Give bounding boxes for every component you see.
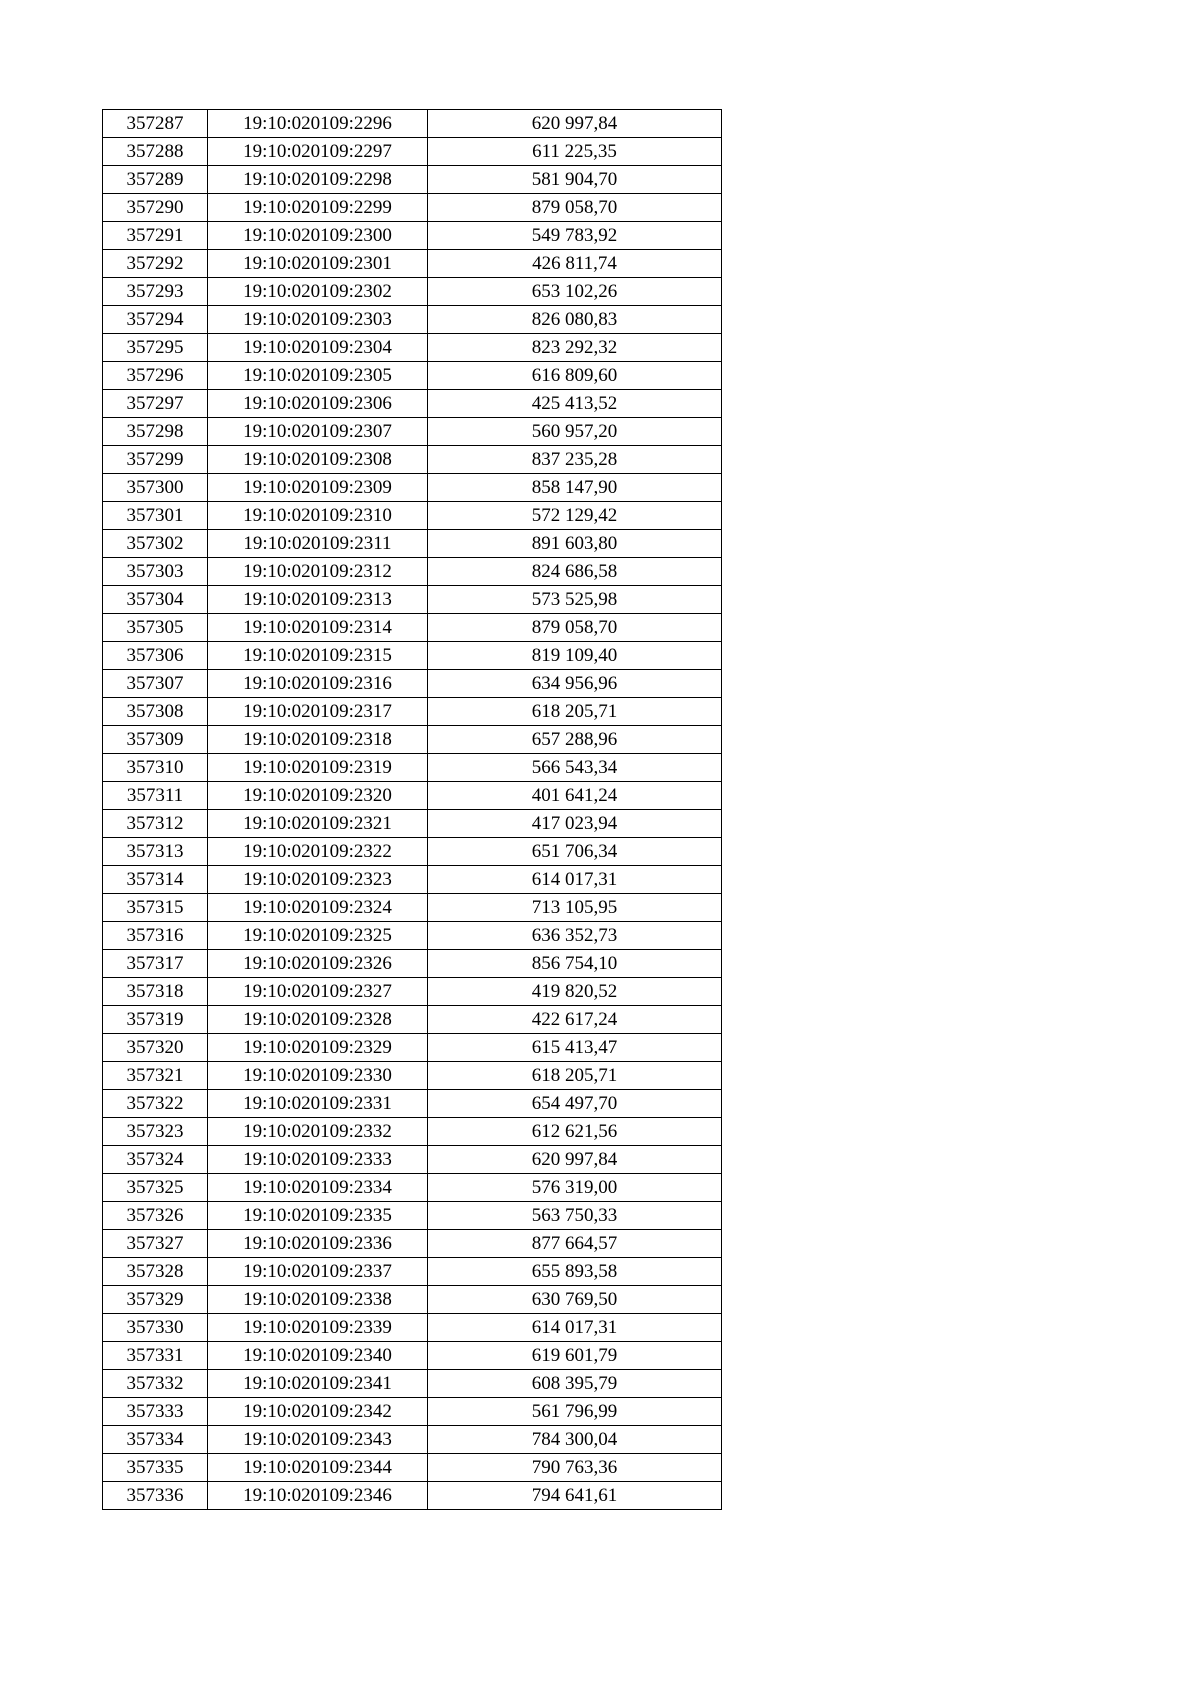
cadastral-number-cell: 19:10:020109:2334 [208, 1174, 428, 1202]
table-row [103, 1258, 722, 1286]
table-row [103, 754, 722, 782]
cadastral-number-cell: 19:10:020109:2323 [208, 866, 428, 894]
table-row [103, 838, 722, 866]
table-row [103, 894, 722, 922]
value-cell: 581 904,70 [428, 166, 722, 194]
row-number-cell: 357304 [103, 586, 208, 614]
table-row [103, 586, 722, 614]
cadastral-number-cell: 19:10:020109:2343 [208, 1426, 428, 1454]
table-row [103, 670, 722, 698]
cadastral-number-cell: 19:10:020109:2306 [208, 390, 428, 418]
row-number-cell: 357288 [103, 138, 208, 166]
row-number-cell: 357310 [103, 754, 208, 782]
cadastral-number-cell: 19:10:020109:2314 [208, 614, 428, 642]
row-number-cell: 357298 [103, 418, 208, 446]
table-row [103, 1118, 722, 1146]
row-number-cell: 357335 [103, 1454, 208, 1482]
table-row [103, 698, 722, 726]
value-cell: 858 147,90 [428, 474, 722, 502]
cadastral-number-cell: 19:10:020109:2315 [208, 642, 428, 670]
value-cell: 573 525,98 [428, 586, 722, 614]
cadastral-number-cell: 19:10:020109:2322 [208, 838, 428, 866]
table-row [103, 166, 722, 194]
cadastral-number-cell: 19:10:020109:2329 [208, 1034, 428, 1062]
value-cell: 566 543,34 [428, 754, 722, 782]
table-row [103, 726, 722, 754]
table-row [103, 1006, 722, 1034]
table-row [103, 530, 722, 558]
row-number-cell: 357303 [103, 558, 208, 586]
value-cell: 837 235,28 [428, 446, 722, 474]
cadastral-number-cell: 19:10:020109:2313 [208, 586, 428, 614]
cadastral-number-cell: 19:10:020109:2308 [208, 446, 428, 474]
value-cell: 563 750,33 [428, 1202, 722, 1230]
table-row [103, 502, 722, 530]
cadastral-number-cell: 19:10:020109:2341 [208, 1370, 428, 1398]
value-cell: 877 664,57 [428, 1230, 722, 1258]
table-row [103, 306, 722, 334]
table-row [103, 1230, 722, 1258]
value-cell: 636 352,73 [428, 922, 722, 950]
table-row [103, 866, 722, 894]
value-cell: 794 641,61 [428, 1482, 722, 1510]
table-row [103, 922, 722, 950]
cadastral-number-cell: 19:10:020109:2344 [208, 1454, 428, 1482]
table-row [103, 1146, 722, 1174]
row-number-cell: 357324 [103, 1146, 208, 1174]
row-number-cell: 357312 [103, 810, 208, 838]
row-number-cell: 357307 [103, 670, 208, 698]
cadastral-number-cell: 19:10:020109:2328 [208, 1006, 428, 1034]
row-number-cell: 357297 [103, 390, 208, 418]
row-number-cell: 357325 [103, 1174, 208, 1202]
cadastral-number-cell: 19:10:020109:2311 [208, 530, 428, 558]
value-cell: 620 997,84 [428, 1146, 722, 1174]
row-number-cell: 357295 [103, 334, 208, 362]
cadastral-number-cell: 19:10:020109:2335 [208, 1202, 428, 1230]
cadastral-number-cell: 19:10:020109:2324 [208, 894, 428, 922]
table-row [103, 334, 722, 362]
row-number-cell: 357318 [103, 978, 208, 1006]
value-cell: 615 413,47 [428, 1034, 722, 1062]
row-number-cell: 357301 [103, 502, 208, 530]
cadastral-number-cell: 19:10:020109:2309 [208, 474, 428, 502]
cadastral-number-cell: 19:10:020109:2325 [208, 922, 428, 950]
table-row [103, 278, 722, 306]
cadastral-number-cell: 19:10:020109:2333 [208, 1146, 428, 1174]
table-row [103, 558, 722, 586]
table-row [103, 1314, 722, 1342]
row-number-cell: 357309 [103, 726, 208, 754]
table-row [103, 418, 722, 446]
value-cell: 611 225,35 [428, 138, 722, 166]
value-cell: 560 957,20 [428, 418, 722, 446]
row-number-cell: 357293 [103, 278, 208, 306]
row-number-cell: 357291 [103, 222, 208, 250]
value-cell: 824 686,58 [428, 558, 722, 586]
cadastral-number-cell: 19:10:020109:2302 [208, 278, 428, 306]
cadastral-number-cell: 19:10:020109:2299 [208, 194, 428, 222]
table-row [103, 446, 722, 474]
value-cell: 790 763,36 [428, 1454, 722, 1482]
row-number-cell: 357300 [103, 474, 208, 502]
cadastral-number-cell: 19:10:020109:2342 [208, 1398, 428, 1426]
row-number-cell: 357323 [103, 1118, 208, 1146]
value-cell: 655 893,58 [428, 1258, 722, 1286]
value-cell: 561 796,99 [428, 1398, 722, 1426]
table-row [103, 1286, 722, 1314]
value-cell: 614 017,31 [428, 1314, 722, 1342]
row-number-cell: 357287 [103, 110, 208, 138]
table-row [103, 1370, 722, 1398]
cadastral-number-cell: 19:10:020109:2338 [208, 1286, 428, 1314]
table-row [103, 810, 722, 838]
row-number-cell: 357308 [103, 698, 208, 726]
cadastral-number-cell: 19:10:020109:2300 [208, 222, 428, 250]
value-cell: 653 102,26 [428, 278, 722, 306]
value-cell: 618 205,71 [428, 698, 722, 726]
value-cell: 401 641,24 [428, 782, 722, 810]
row-number-cell: 357315 [103, 894, 208, 922]
row-number-cell: 357302 [103, 530, 208, 558]
table-row [103, 362, 722, 390]
value-cell: 654 497,70 [428, 1090, 722, 1118]
row-number-cell: 357331 [103, 1342, 208, 1370]
value-cell: 549 783,92 [428, 222, 722, 250]
cadastral-number-cell: 19:10:020109:2346 [208, 1482, 428, 1510]
cadastral-number-cell: 19:10:020109:2304 [208, 334, 428, 362]
table-row [103, 782, 722, 810]
value-cell: 425 413,52 [428, 390, 722, 418]
table-row [103, 1482, 722, 1510]
value-cell: 826 080,83 [428, 306, 722, 334]
row-number-cell: 357296 [103, 362, 208, 390]
value-cell: 651 706,34 [428, 838, 722, 866]
table-row [103, 474, 722, 502]
row-number-cell: 357289 [103, 166, 208, 194]
table-row [103, 194, 722, 222]
value-cell: 417 023,94 [428, 810, 722, 838]
table-row [103, 1034, 722, 1062]
cadastral-number-cell: 19:10:020109:2298 [208, 166, 428, 194]
cadastral-number-cell: 19:10:020109:2318 [208, 726, 428, 754]
cadastral-number-cell: 19:10:020109:2326 [208, 950, 428, 978]
cadastral-number-cell: 19:10:020109:2305 [208, 362, 428, 390]
cadastral-number-cell: 19:10:020109:2317 [208, 698, 428, 726]
table-row [103, 110, 722, 138]
row-number-cell: 357320 [103, 1034, 208, 1062]
cadastral-number-cell: 19:10:020109:2339 [208, 1314, 428, 1342]
cadastral-number-cell: 19:10:020109:2316 [208, 670, 428, 698]
value-cell: 823 292,32 [428, 334, 722, 362]
table-row [103, 950, 722, 978]
table-row [103, 250, 722, 278]
row-number-cell: 357314 [103, 866, 208, 894]
row-number-cell: 357299 [103, 446, 208, 474]
cadastral-number-cell: 19:10:020109:2319 [208, 754, 428, 782]
table-row [103, 1342, 722, 1370]
value-cell: 819 109,40 [428, 642, 722, 670]
row-number-cell: 357305 [103, 614, 208, 642]
cadastral-number-cell: 19:10:020109:2312 [208, 558, 428, 586]
cadastral-number-cell: 19:10:020109:2310 [208, 502, 428, 530]
value-cell: 572 129,42 [428, 502, 722, 530]
row-number-cell: 357333 [103, 1398, 208, 1426]
value-cell: 784 300,04 [428, 1426, 722, 1454]
value-cell: 576 319,00 [428, 1174, 722, 1202]
value-cell: 856 754,10 [428, 950, 722, 978]
value-cell: 614 017,31 [428, 866, 722, 894]
cadastral-number-cell: 19:10:020109:2340 [208, 1342, 428, 1370]
table-row [103, 978, 722, 1006]
table-row [103, 1454, 722, 1482]
value-cell: 616 809,60 [428, 362, 722, 390]
cadastral-number-cell: 19:10:020109:2331 [208, 1090, 428, 1118]
cadastral-number-cell: 19:10:020109:2337 [208, 1258, 428, 1286]
value-cell: 634 956,96 [428, 670, 722, 698]
value-cell: 891 603,80 [428, 530, 722, 558]
data-table [102, 109, 722, 1510]
table-row [103, 1202, 722, 1230]
table-row [103, 1090, 722, 1118]
table-row [103, 1174, 722, 1202]
table-body [103, 110, 722, 1510]
cadastral-number-cell: 19:10:020109:2301 [208, 250, 428, 278]
row-number-cell: 357311 [103, 782, 208, 810]
cadastral-number-cell: 19:10:020109:2307 [208, 418, 428, 446]
row-number-cell: 357313 [103, 838, 208, 866]
value-cell: 657 288,96 [428, 726, 722, 754]
cadastral-number-cell: 19:10:020109:2303 [208, 306, 428, 334]
value-cell: 879 058,70 [428, 614, 722, 642]
value-cell: 620 997,84 [428, 110, 722, 138]
row-number-cell: 357328 [103, 1258, 208, 1286]
value-cell: 608 395,79 [428, 1370, 722, 1398]
cadastral-number-cell: 19:10:020109:2336 [208, 1230, 428, 1258]
table-row [103, 1398, 722, 1426]
row-number-cell: 357294 [103, 306, 208, 334]
table-row [103, 614, 722, 642]
row-number-cell: 357317 [103, 950, 208, 978]
row-number-cell: 357306 [103, 642, 208, 670]
value-cell: 419 820,52 [428, 978, 722, 1006]
row-number-cell: 357327 [103, 1230, 208, 1258]
cadastral-number-cell: 19:10:020109:2320 [208, 782, 428, 810]
row-number-cell: 357332 [103, 1370, 208, 1398]
table-row [103, 1062, 722, 1090]
row-number-cell: 357319 [103, 1006, 208, 1034]
row-number-cell: 357290 [103, 194, 208, 222]
row-number-cell: 357292 [103, 250, 208, 278]
cadastral-number-cell: 19:10:020109:2327 [208, 978, 428, 1006]
value-cell: 879 058,70 [428, 194, 722, 222]
value-cell: 619 601,79 [428, 1342, 722, 1370]
table-row [103, 1426, 722, 1454]
value-cell: 630 769,50 [428, 1286, 722, 1314]
table-row [103, 222, 722, 250]
cadastral-number-cell: 19:10:020109:2296 [208, 110, 428, 138]
cadastral-number-cell: 19:10:020109:2297 [208, 138, 428, 166]
table-row [103, 642, 722, 670]
table-row [103, 138, 722, 166]
value-cell: 618 205,71 [428, 1062, 722, 1090]
value-cell: 426 811,74 [428, 250, 722, 278]
row-number-cell: 357334 [103, 1426, 208, 1454]
cadastral-number-cell: 19:10:020109:2321 [208, 810, 428, 838]
row-number-cell: 357316 [103, 922, 208, 950]
value-cell: 713 105,95 [428, 894, 722, 922]
value-cell: 422 617,24 [428, 1006, 722, 1034]
cadastral-number-cell: 19:10:020109:2332 [208, 1118, 428, 1146]
value-cell: 612 621,56 [428, 1118, 722, 1146]
row-number-cell: 357321 [103, 1062, 208, 1090]
cadastral-number-cell: 19:10:020109:2330 [208, 1062, 428, 1090]
row-number-cell: 357326 [103, 1202, 208, 1230]
table-row [103, 390, 722, 418]
row-number-cell: 357322 [103, 1090, 208, 1118]
row-number-cell: 357330 [103, 1314, 208, 1342]
row-number-cell: 357329 [103, 1286, 208, 1314]
row-number-cell: 357336 [103, 1482, 208, 1510]
